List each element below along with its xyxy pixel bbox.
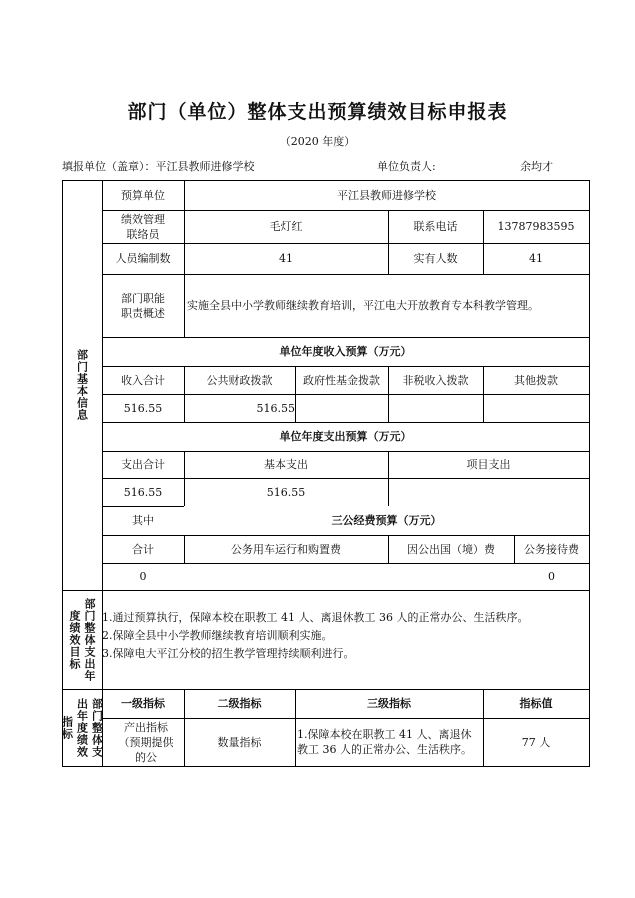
goal-item: 1.通过预算执行，保障本校在职教工 41 人、离退休教工 36 人的正常办公、生活秩序。 [102,611,529,624]
income-value: 516.55 [123,401,163,415]
duty-label: 部门职能职责概述 [121,291,165,320]
expense-heading: 单位年度支出预算（万元） [279,430,412,443]
unit-head-label: 单位负责人: [377,160,436,173]
three-public-heading: 三公经费预算（万元） [184,506,589,535]
section-indicators-label: 部门整体支出年度绩效指标 [60,697,104,758]
income-header: 其他拨款 [514,373,558,387]
three-public-header: 因公出国（境）费 [407,542,495,556]
report-year: （2020 年度） [279,135,356,148]
budget-unit-value: 平江县教师进修学校 [337,188,436,202]
three-public-value: 0 [548,570,555,583]
income-value [388,394,483,422]
expense-value [388,478,589,506]
expense-header: 基本支出 [264,458,308,471]
indicator-level1: 产出指标（预期提供的公 [118,720,174,764]
section-basic-info-label: 部门基本信息 [75,349,89,421]
indicator-level2: 数量指标 [217,735,262,749]
income-header: 收入合计 [121,373,165,387]
indicator-header: 二级指标 [217,697,262,710]
income-header: 公共财政拨款 [206,373,273,387]
three-public-header: 合计 [132,542,154,556]
staff-quota-value: 41 [279,252,293,265]
expense-header: 项目支出 [466,458,511,471]
income-header: 非税收入拨款 [402,373,469,387]
goal-item: 2.保障全县中小学教师继续教育培训顺利实施。 [102,629,333,642]
section-goals-label: 部门整体支出年度绩效目标 [68,597,96,682]
performance-goals [102,609,590,663]
three-public-header: 公务接待费 [524,542,579,556]
contact-name: 毛灯红 [269,220,303,233]
income-header: 政府性基金拨款 [303,373,380,387]
indicator-header: 三级指标 [367,697,411,710]
page-title: 部门（单位）整体支出预算绩效目标申报表 [127,101,508,123]
income-heading: 单位年度收入预算（万元） [279,345,412,358]
unit-head-name: 余均才 [520,160,553,173]
contact-label: 绩效管理联络员 [121,212,165,241]
expense-value: 516.55 [266,485,306,499]
duty-text: 实施全县中小学教师继续教育培训，平江电大开放教育专本科教学管理。 [187,299,539,312]
income-value [483,394,589,422]
filing-unit: 填报单位（盖章）：平江县教师进修学校 [62,160,255,173]
budget-unit-label: 预算单位 [121,188,165,202]
expense-value: 516.55 [123,485,163,499]
three-public-value: 0 [139,570,147,583]
indicator-level3: 1.保障本校在职教工 41 人、离退休教工 36 人的正常办公、生活秩序。 [297,728,472,756]
indicator-value: 77 人 [521,735,551,749]
actual-staff-label: 实有人数 [413,252,458,265]
income-value [295,394,388,422]
indicator-header: 一级指标 [121,697,165,710]
three-public-header: 公务用车运行和购置费 [231,542,341,556]
of-which-label: 其中 [132,514,154,527]
three-public-value [388,563,514,590]
indicator-header: 指标值 [519,697,553,710]
staff-quota-label: 人员编制数 [115,252,171,265]
three-public-value [184,563,388,590]
actual-staff-value: 41 [529,252,543,265]
performance-table [62,180,590,767]
expense-header: 支出合计 [121,458,165,471]
phone-value: 13787983595 [497,220,575,233]
phone-label: 联系电话 [413,220,458,233]
income-value: 516.55 [256,401,295,415]
goal-item: 3.保障电大平江分校的招生教学管理持续顺利进行。 [102,647,355,660]
